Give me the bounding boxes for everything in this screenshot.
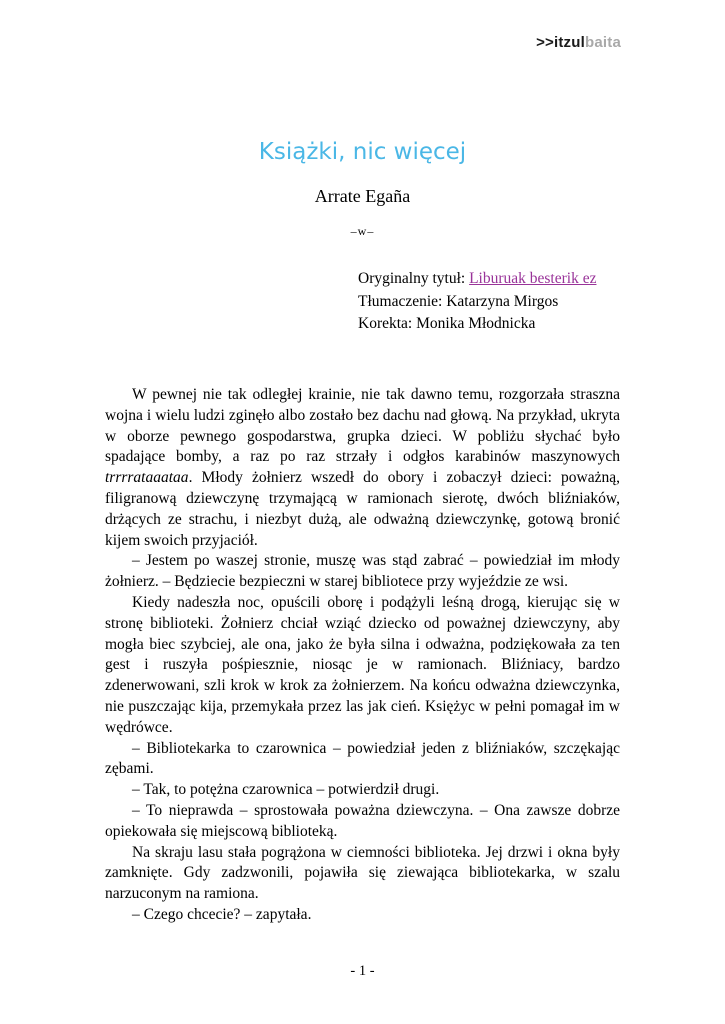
paragraph-1-italic-word: trrrrataaataa (105, 469, 189, 487)
paragraph-4: – Bibliotekarka to czarownica – powiedział jeden z bliźniaków, szczękając zębami. (105, 739, 620, 778)
paragraph-6: – To nieprawda – sprostowała poważna dziewczyna. – Ona zawsze dobrze opiekowała się miejscową biblioteką. (105, 801, 620, 840)
author-name: Arrate Egaña (314, 186, 411, 206)
proofreader-line: Korekta: Monika Młodnicka (358, 315, 536, 332)
original-title-link[interactable]: Liburuak besterik ez (469, 270, 597, 287)
paragraph-1 (105, 385, 620, 551)
translator-line: Tłumaczenie: Katarzyna Mirgos (358, 292, 559, 310)
decorative-separator: –w– (350, 224, 375, 238)
paragraph-7: Na skraju lasu stała pogrążona w ciemności biblioteka. Jej drzwi i okna były zamknięte. Gdy zadzwonili, pojawiła się ziewająca bibliotekarka, w szalu narzuconym na ramiona. (105, 843, 620, 903)
original-title-line (358, 268, 596, 291)
paragraph-3: Kiedy nadeszła noc, opuścili oborę i podążyli leśną drogą, kierując się w stronę biblioteki. Żołnierz chciał wziąć dziecko od poważnej dziewczyny, aby mogła biec szybciej, ale ona, jako że była silna i odważna, podziękowała za ten gest i ruszyła pośpiesznie, niosąc je w ramionach. Bliźniacy, bardzo zdenerwowani, szli krok w krok za żołnierzem. Na końcu odważna dziewczynka, nie puszczając kija, przemykała przez las jak cień. Księżyc w pełni pomagał im w wędrówce. (105, 593, 620, 736)
paragraph-8: – Czego chcecie? – zapytała. (132, 905, 312, 923)
paragraph-5: – Tak, to potężna czarownica – potwierdził drugi. (132, 781, 440, 799)
page-number: - 1 - (350, 963, 375, 979)
logo-text-bold: >>itzul (536, 34, 585, 51)
publication-meta (358, 268, 596, 336)
paragraph-1-text-post: . Młody żołnierz wszedł do obory i zobaczył dzieci: poważną, filigranową dziewczynę trzymającą w ramionach sierotę, dwóch bliźniaków, drżących ze strachu, i niezbyt dużą, ale odważną dziewczynkę, gotową bronić kijem swoich przyjaciół. (105, 469, 620, 549)
original-title-label: Oryginalny tytuł: (358, 270, 470, 287)
book-title: Książki, nic więcej (258, 139, 467, 165)
publisher-logo (536, 34, 621, 51)
document-body (105, 385, 620, 926)
paragraph-2: – Jestem po waszej stronie, muszę was stąd zabrać – powiedział im młody żołnierz. – Będziecie bezpieczni w starej bibliotece przy wyjeździe ze wsi. (105, 552, 620, 591)
paragraph-1-text-pre: W pewnej nie tak odległej krainie, nie tak dawno temu, rozgorzała straszna wojna i wielu ludzi zginęło albo zostało bez dachu nad głową. Na przykład, ukryta w oborze pewnego gospodarstwa, grupka dzieci. W pobliżu słychać było spadające bomby, a raz po raz strzały i odgłos karabinów maszynowych (105, 386, 620, 466)
logo-text-light: baita (584, 34, 621, 51)
